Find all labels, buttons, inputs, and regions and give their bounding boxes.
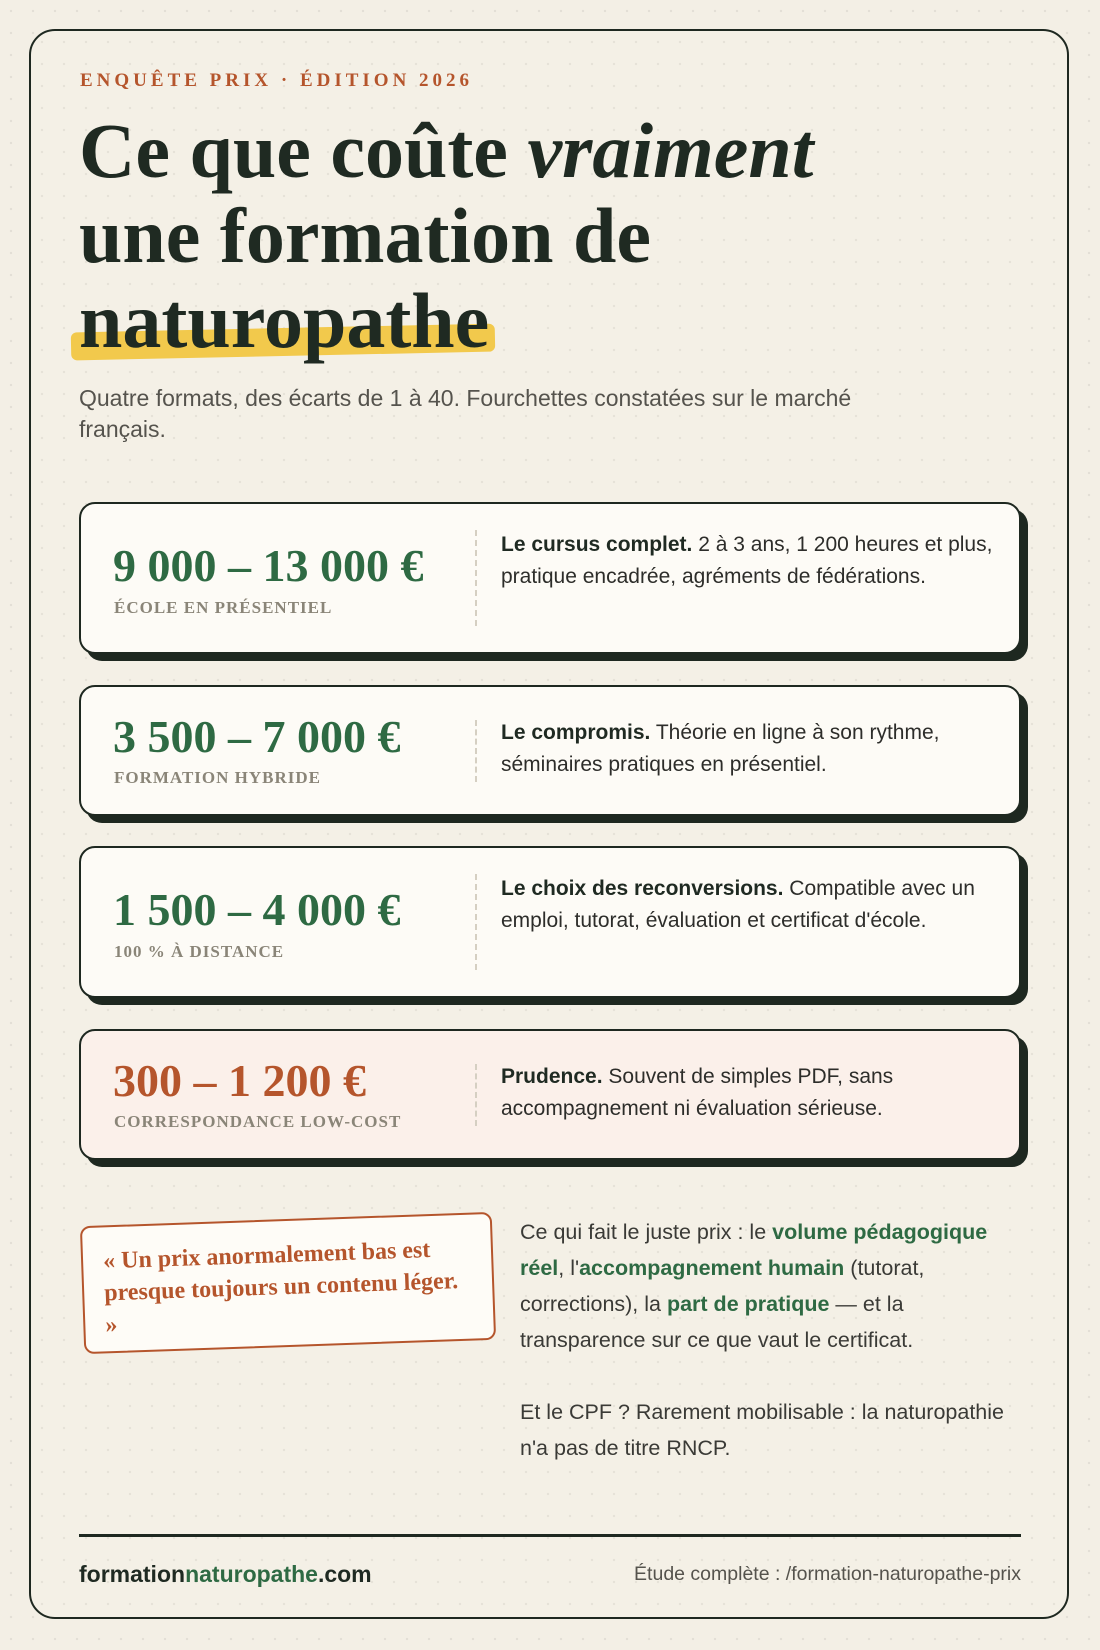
price-range: 3 500 – 7 000 € — [113, 711, 401, 762]
price-card-presentiel — [79, 502, 1021, 654]
card-description — [501, 529, 1001, 593]
price-range: 300 – 1 200 € — [113, 1055, 366, 1106]
divider — [475, 1064, 477, 1126]
title-highlight: naturopathe — [79, 277, 490, 364]
format-label: ÉCOLE EN PRÉSENTIEL — [114, 598, 333, 617]
divider — [475, 720, 477, 782]
divider — [475, 874, 477, 970]
divider — [475, 530, 477, 626]
keyword-accompagnement: accompagnement humain — [579, 1256, 845, 1280]
title-part1: Ce que coûte — [79, 107, 528, 194]
subtitle: Quatre formats, des écarts de 1 à 40. Fourchettes constatées sur le marché français. — [79, 385, 852, 442]
price-card-hybride — [79, 685, 1021, 816]
format-label: 100 % À DISTANCE — [114, 942, 285, 961]
description-text: Théorie en ligne à son rythme, séminaires pratiques en présentiel. — [501, 721, 940, 776]
description-lead: Prudence. — [501, 1065, 603, 1088]
title-italic: vraiment — [527, 107, 814, 194]
description-lead: Le choix des reconversions. — [501, 877, 784, 900]
footer-rule — [79, 1534, 1021, 1537]
cpf-paragraph: Et le CPF ? Rarement mobilisable : la naturopathie n'a pas de titre RNCP. — [520, 1400, 1004, 1460]
description-text: 2 à 3 ans, 1 200 heures et plus, pratique encadrée, agréments de fédérations. — [501, 533, 993, 588]
format-label: FORMATION HYBRIDE — [114, 768, 321, 787]
study-link[interactable]: Étude complète : /formation-naturopathe-prix — [634, 1563, 1021, 1585]
card-description — [501, 873, 1001, 937]
price-range: 1 500 – 4 000 € — [113, 884, 401, 935]
format-label: CORRESPONDANCE LOW-COST — [114, 1112, 402, 1131]
price-card-distance — [79, 846, 1021, 998]
description-lead: Le cursus complet. — [501, 533, 693, 556]
description-text: Souvent de simples PDF, sans accompagnement ni évaluation sérieuse. — [501, 1065, 894, 1120]
pull-quote: « Un prix anormalement bas est presque toujours un contenu léger. » — [80, 1212, 496, 1354]
keyword-pratique: part de pratique — [666, 1292, 830, 1316]
eyebrow: ENQUÊTE PRIX · ÉDITION 2026 — [80, 70, 474, 91]
card-description — [501, 1061, 1001, 1125]
keyword-volume: volume pédagogique réel — [520, 1220, 988, 1280]
card-description — [501, 717, 1001, 781]
explanation-paragraph: Ce qui fait le juste prix : le volume pédagogique réel, l'accompagnement humain (tutorat, corrections), la part de pratique — et la transparence sur ce que vaut le certificat. — [520, 1220, 988, 1352]
description-lead: Le compromis. — [501, 721, 651, 744]
site-brand[interactable]: formationnaturopathe.com — [79, 1561, 372, 1587]
title-part2: une formation de — [79, 192, 651, 279]
explanation-text — [520, 1214, 1030, 1502]
description-text: Compatible avec un emploi, tutorat, évaluation et certificat d'école. — [501, 877, 975, 932]
price-range: 9 000 – 13 000 € — [113, 540, 424, 591]
page-title — [79, 108, 979, 363]
price-card-low-cost — [79, 1029, 1021, 1160]
